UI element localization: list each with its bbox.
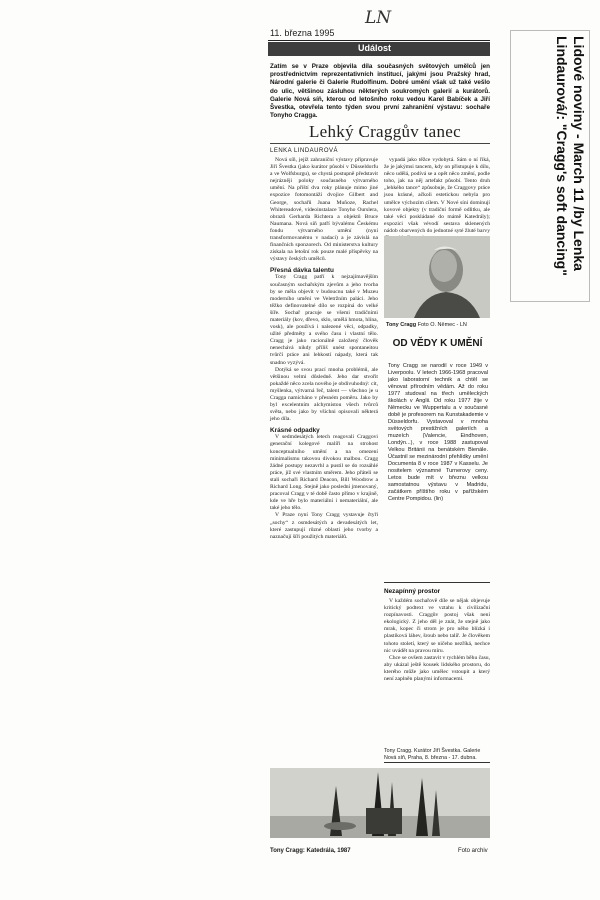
portrait-credit: Foto O. Němec - LN: [417, 322, 467, 328]
issue-date: 11. března 1995: [270, 28, 335, 38]
right-column-bottom: [384, 598, 490, 683]
subhead-odpadky: Krásné odpadky: [270, 427, 320, 435]
bio-box-text: Tony Cragg se narodil v roce 1949 v Liverpoolu. V letech 1966-1968 pracoval jako laboratorní technik a chtěl se věnovat přírodním vědám. Až do roku 1977 studoval na třech uměleckých školách v Anglii. Od roku 1977 žije v Německu ve Wuppertalu a v současné době je profesorem na Kunstakademie v Düsseldorfu. Vystavoval v mnoha světových prestižních galeriích a muzeích (Valencie, Eindhoven, Londýn...), v roce 1988 zastupoval Velkou Británii na benátském Bienále. Účastnil se mezinárodní přehlídky umění Documenta 8 v roce 1987 v Kasselu. Je nositelem významné Turnerovy ceny. Letos bude mít v březnu velkou samostatnou výstavu v Madridu, začátkem příštího roku v pařížském Centre Pompidou. (lin): [388, 363, 488, 502]
paragraph: Tony Cragg patří k nejzajímavějším současným sochařským zjevům a jeho tvorba by se měla objevit v budoucnu také v Muzeu moderního umění ve Veletržním paláci. Jeho těžko definovatelné dílo se rozpíná do velké šíře. Sochař pracuje se všemi tradičními materiály (kov, dřevo, sklo, umělá hmota, hlína, vosk), ale používá i nalezené věci, odpadky, užité předměty a svého času i vlastní tělo. Cragg je jako racionálně založený člověk nenechává nikdy příliš unést spontaneitou tvůrčí práce ani lehkostí nápady, která tak snadno vyzývá.: [270, 274, 378, 366]
sculpture-photo: [270, 768, 490, 838]
article-title: Lehký Craggův tanec: [308, 122, 462, 141]
left-column: [270, 157, 378, 541]
portrait-caption: [386, 322, 467, 328]
subhead-talent: Přesná dávka talentu: [270, 267, 334, 275]
top-rule: [268, 40, 490, 41]
sculpture-caption: Tony Cragg: Katedrála, 1987: [270, 848, 351, 854]
side-annotation: Lidové noviny - March 11 /by Lenka Lindaurová/: "Cragg's soft dancing": [554, 36, 587, 276]
portrait-illustration: [384, 236, 490, 318]
bio-box-title: OD VĚDY K UMĚNÍ: [392, 338, 483, 349]
title-rule: [270, 143, 490, 144]
paragraph: Chce se ovšem zastavit v rychlém běhu času, aby ukázal ještě kousek lidského prostoru, do kterého může jako umělec vstoupit a který není zaplněn planými informacemi.: [384, 654, 490, 683]
paragraph: V každém sochařově díle se nějak objevuje kritický podtext ve vztahu k civilizační rozpínavosti. Craggův postoj však není ekologický. Z jeho děl je znát, že stejně jako mrak, kopec či strom je pro něho blízká i plastiková láhev, šroub nebo talíř. Je člověkem tohoto století, který se ničeho nezříká, nechce nic uvádět na pravou míru.: [384, 598, 490, 654]
paragraph: V sedmdesátých letech reagovali Craggovi generační kolegové malíři na strohost konceptualního umění a na omezení minimalismu takovou divokou malbou. Cragg žádné postupy nezavrhl a pustil se do rozsáhlé práce, jíž své vlastním směrem. Jeho přáteli se stali sochaři Richard Deacon, Bill Woodrow a Richard Long. Stejně jako poslední jmenovaný, pracoval Cragg v té době často přímo v krajině, kde ve hře bylo materiální i nemateriální, ale také jeho tělo.: [270, 434, 378, 512]
paragraph: V Praze nyní Tony Cragg vystavuje čtyři „sochy“ z osmdesátých a devadesátých let, které zastupují různé oblasti jeho tvorby a naznačují šíři použitých materiálů.: [270, 512, 378, 540]
sculpture-illustration: [270, 768, 490, 838]
right-column-top: [384, 157, 490, 242]
subhead-prostor: Nezapínný prostor: [384, 588, 441, 595]
paragraph: Dotýká se svou prací mnoha problémů, ale většinou velmi důsledně. Jeho dar stvořit pokaždé něco zcela nového je obdivuhodný: cit, myšlenka, výtvarná řeč, talent — všechno je u Cragga namícháno v přesném poměru. Jako by byl excelentním alchymistou všech tvůrců světa, nebo jako by všichni opisovali některá jeho díla.: [270, 366, 378, 423]
section-label: Událost: [358, 43, 392, 53]
portrait-photo: [384, 236, 490, 318]
portrait-name: Tony Cragg: [386, 322, 417, 328]
exhibition-caption: Tony Cragg. Kurátor Jiří Švestka. Galerie Nová síň, Praha, 8. března - 17. dubna.: [384, 748, 481, 761]
lead-paragraph: Zatím se v Praze objevila díla současných světových umělců jen prostřednictvím reprezentativních institucí, jakými jsou Pražský hrad, Národní galerie či Galerie Rudolfinum. Dobré umění však už také vešlo do ulic, většinou zásluhou některých soukromých galerií a kurátorů. Galerie Nová síň, kterou od letošního roku vedou Karel Babíček a Jiří Švestka, otevřela tento týden svou první zahraniční výstavu: sochaře Tonyho Cragga.: [270, 63, 490, 120]
paragraph: vypadá jako těžce vydobytá. Sám o ní říká, že je jakýmsi tancem, kdy on přistupuje k dílu, něco udělá, podívá se a opět něco změní, podle toho, jak na něj artefakt působí. Tento druh „lehkého tance“ způsobuje, že Craggovy práce jsou krásné, ačkoli estetickou nebyla pro umělce výchozím cílem. V Nové síni dominují kovové objekty (v tradiční formě odlitku, ale také věci poskládané do mámě Katedrály); expozici však vévodí sestava sklenených nádob obarvených do jednotné syté žluté barvy: [384, 157, 490, 234]
caption-rule: [384, 762, 490, 763]
byline: LENKA LINDAUROVÁ: [270, 148, 339, 154]
paragraph: Nová síň, jejíž zahraniční výstavy připravuje Jiří Švestka (jako kurátor působí v Düsseldorfu a ve Wolfsburgu), se chystá postupně představit nejrázněji poloky současného výtvarného umění. Na příští dva roky plánuje mimo jiné expozice fotomontáží dvojice Gilbert and George, sochařů Juana Muñoze, Rachel Whitereadové, videoinstalace Tonyho Ourslera, obrazů Gerharda Richtera a objektů Bruce Naumana. Nová síň patří bývalému Českému fondu výtvarného umění (nyní transformovanému v nadaci) a je závislá na finančních sponzorech. Od ministerstva kultury získala na letošní rok pouze malé příspěvky na výstavy českých umělců.: [270, 157, 378, 263]
handwritten-mark: LN: [365, 8, 392, 28]
sculpture-credit: Foto archiv: [458, 848, 488, 854]
